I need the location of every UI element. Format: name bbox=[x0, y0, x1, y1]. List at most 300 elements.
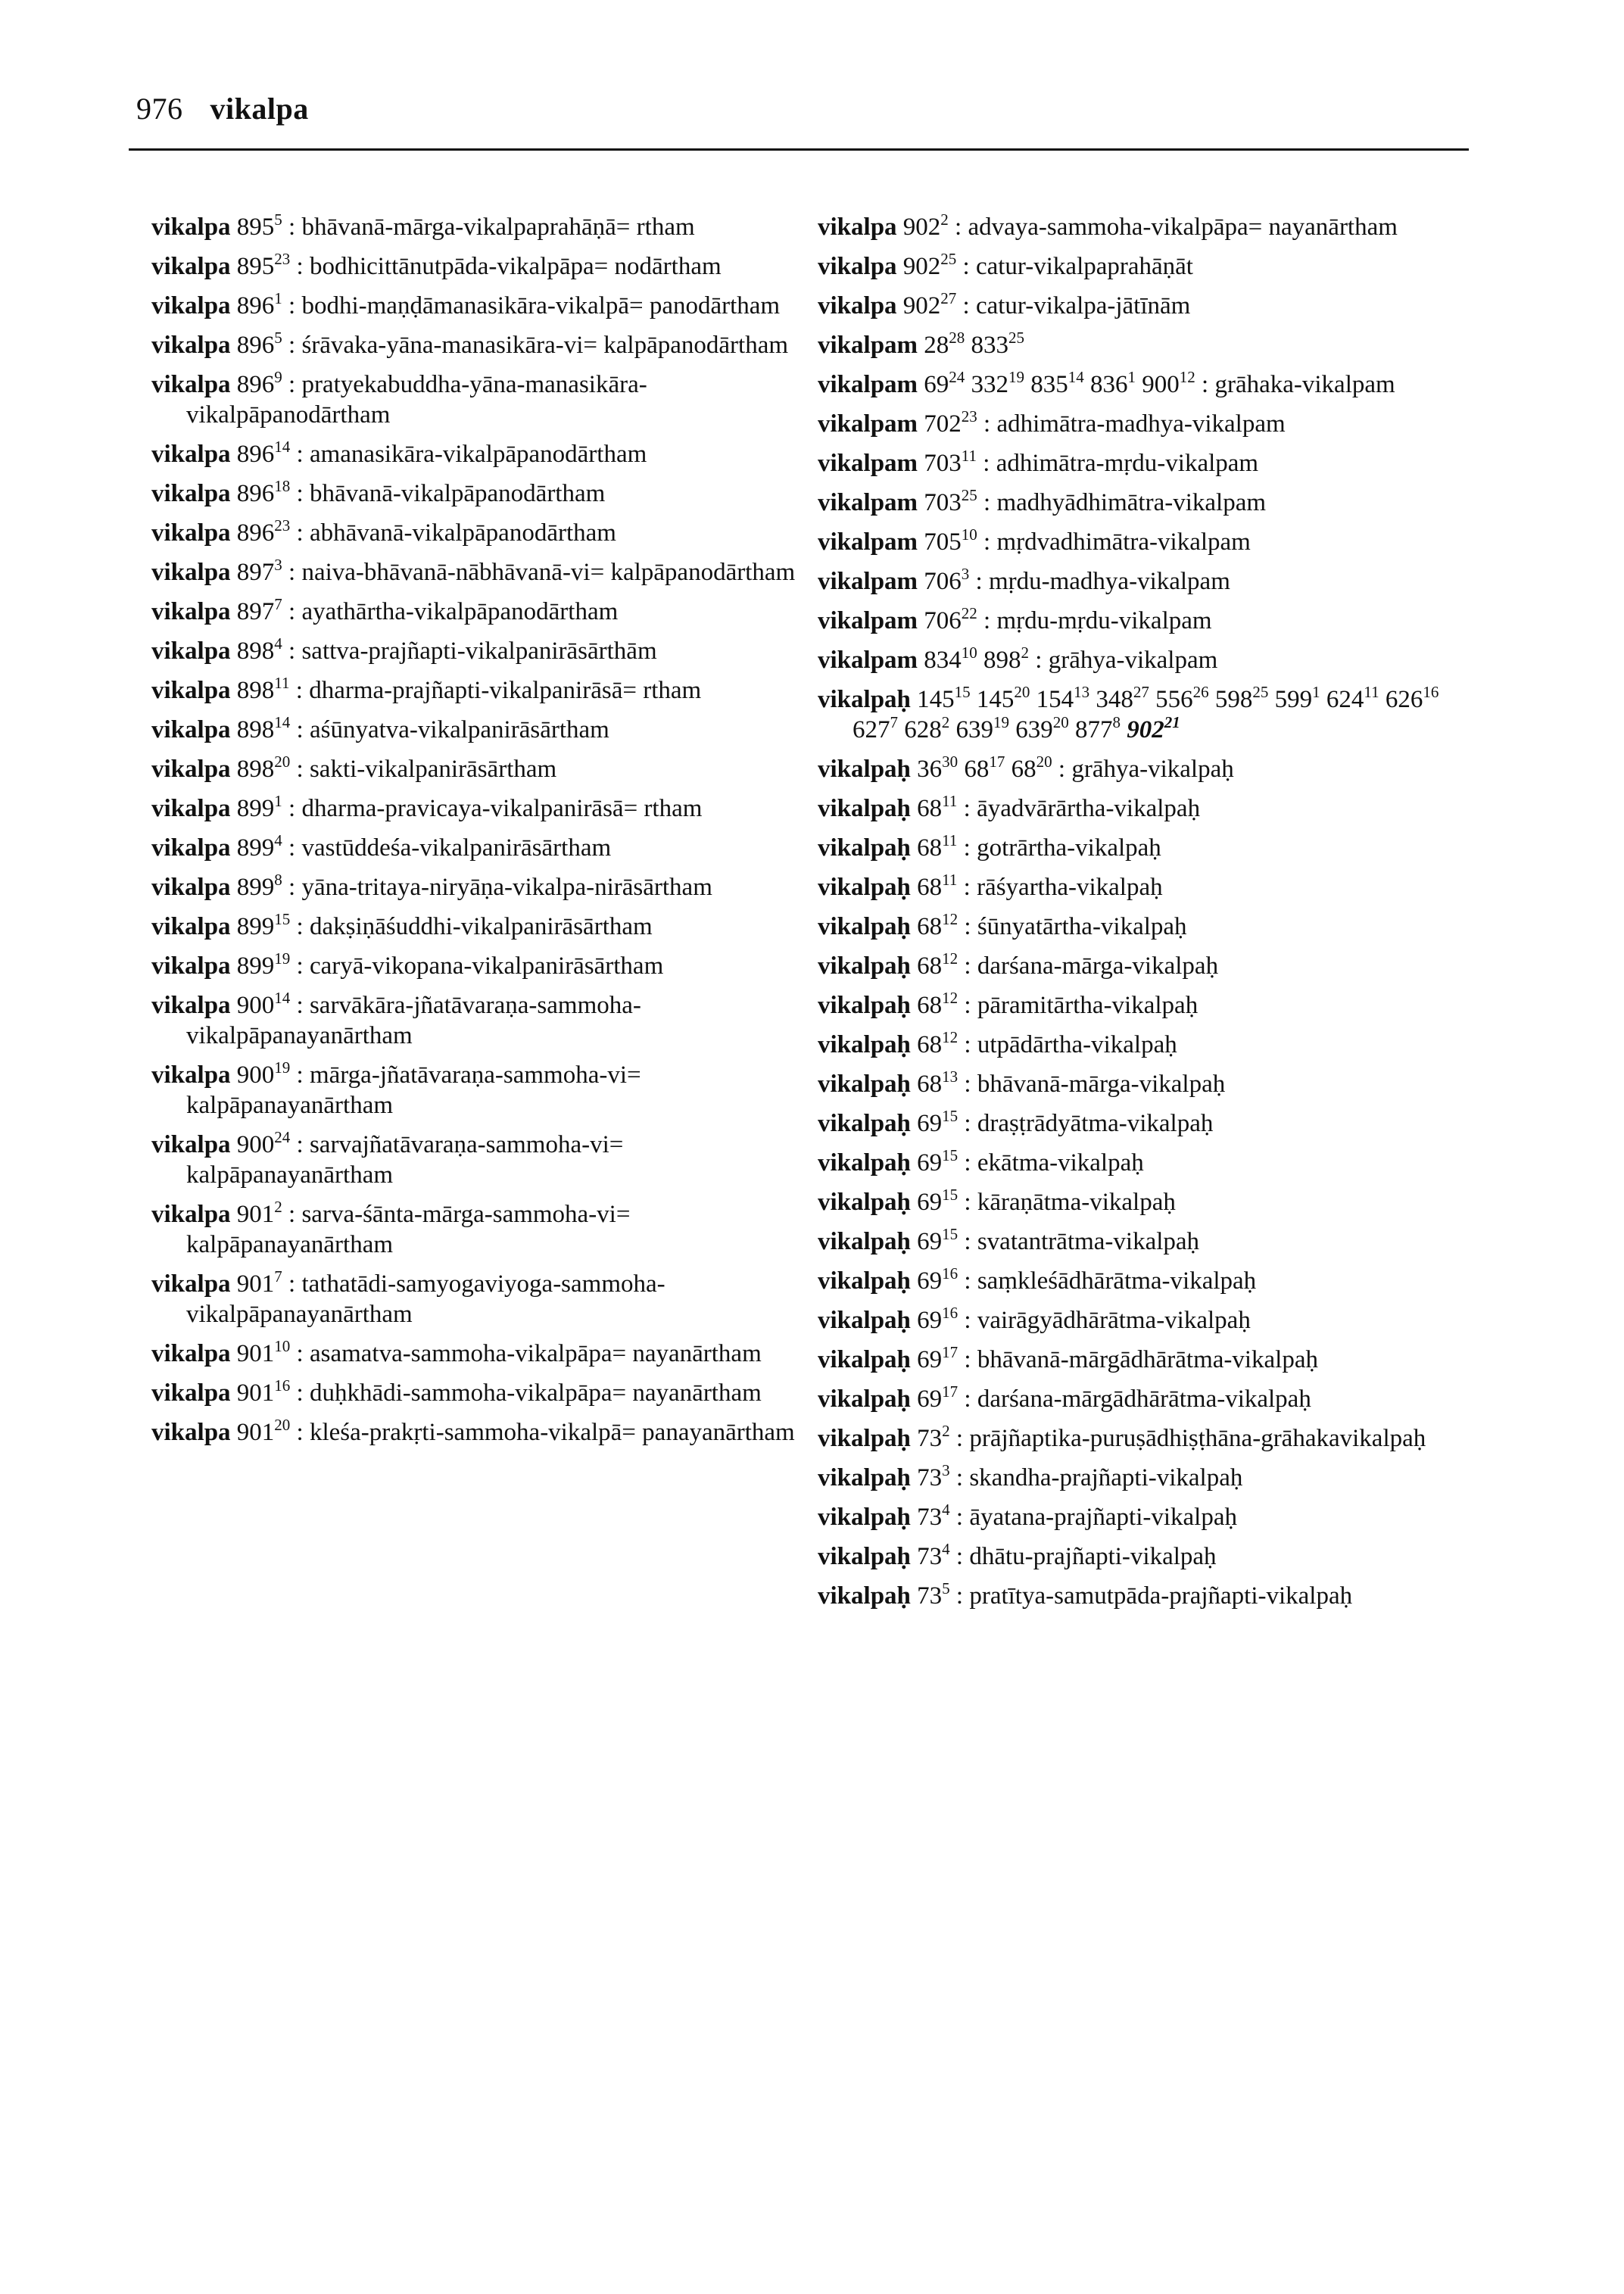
entry-headword: vikalpaḥ bbox=[818, 1307, 911, 1334]
index-entry: vikalpaḥ $69^{17}$ : darśana-mārgādhārātma-vikalpaḥ bbox=[818, 1382, 1311, 1413]
page-reference bbox=[236, 1337, 291, 1367]
entry-headword: vikalpam bbox=[818, 332, 918, 359]
ref-page: 897 bbox=[236, 559, 275, 586]
page-reference bbox=[236, 949, 291, 980]
entry-headword: vikalpam bbox=[818, 647, 918, 674]
entry-compound: prājñaptika-puruṣādhiṣṭhāna-grāhakavikalpaḥ bbox=[969, 1425, 1426, 1452]
index-entry: vikalpa $899^1$ : dharma-pravicaya-vikalpanirāsā= rtham bbox=[151, 792, 703, 822]
ref-page: 598 bbox=[1214, 686, 1253, 713]
ref-page: 73 bbox=[917, 1464, 943, 1491]
ref-page: 899 bbox=[236, 874, 275, 901]
page-reference bbox=[236, 329, 282, 359]
index-entry: vikalpam $69^{24}$ $332^{19}$ $835^{14}$ $836^1$ $900^{12}$ : grāhaka-vikalpam bbox=[818, 368, 1395, 398]
ref-page: 899 bbox=[236, 952, 275, 980]
entry-compound: kāraṇātma-vikalpaḥ bbox=[977, 1189, 1176, 1216]
page-reference bbox=[1096, 683, 1149, 713]
entry-compound: āyadvārārtha-vikalpaḥ bbox=[977, 795, 1201, 822]
entry-headword: vikalpam bbox=[818, 528, 918, 556]
entry-compound: saṃkleśādhārātma-vikalpaḥ bbox=[977, 1267, 1257, 1295]
ref-line: 8 bbox=[1112, 713, 1121, 731]
page-reference bbox=[976, 683, 1030, 713]
ref-page: 896 bbox=[236, 332, 275, 359]
entry-compound: adhimātra-mṛdu-vikalpam bbox=[996, 450, 1259, 477]
ref-page: 73 bbox=[917, 1425, 943, 1452]
page-reference bbox=[924, 644, 977, 674]
page-reference bbox=[236, 753, 291, 783]
index-entry: vikalpa $896^5$ : śrāvaka-yāna-manasikāra-vi= kalpāpanodārtham bbox=[151, 329, 789, 359]
entry-headword: vikalpam bbox=[818, 450, 918, 477]
index-entry: vikalpa $901^{10}$ : asamatva-sammoha-vikalpāpa= nayanārtham bbox=[151, 1337, 762, 1367]
ref-line: 18 bbox=[274, 477, 291, 495]
ref-page: 36 bbox=[917, 756, 943, 783]
entry-headword: vikalpa bbox=[151, 1061, 231, 1089]
entry-compound: gotrārtha-vikalpaḥ bbox=[977, 834, 1161, 862]
entry-compound: draṣṭrādyātma-vikalpaḥ bbox=[977, 1110, 1214, 1137]
ref-page: 901 bbox=[236, 1419, 275, 1446]
index-entry: vikalpa $902^2$ : advaya-sammoha-vikalpāpa= nayanārtham bbox=[818, 210, 1398, 241]
ref-line: 5 bbox=[942, 1579, 950, 1597]
page-reference bbox=[236, 250, 291, 280]
ref-line: 10 bbox=[961, 525, 977, 544]
entry-compound: mṛdu-madhya-vikalpam bbox=[988, 568, 1230, 595]
ref-page: 899 bbox=[236, 913, 275, 940]
ref-page: 706 bbox=[924, 568, 962, 595]
page-reference bbox=[917, 753, 959, 783]
entry-compound: dhātu-prajñapti-vikalpaḥ bbox=[969, 1543, 1217, 1570]
ref-page: 145 bbox=[917, 686, 955, 713]
ref-line: 11 bbox=[274, 674, 290, 692]
entry-headword: vikalpaḥ bbox=[818, 1110, 911, 1137]
index-entry: vikalpaḥ $69^{17}$ : bhāvanā-mārgādhārātma-vikalpaḥ bbox=[818, 1343, 1319, 1373]
entry-headword: vikalpaḥ bbox=[818, 795, 911, 822]
entry-compound: catur-vikalpa-jātīnām bbox=[975, 292, 1191, 319]
page-reference bbox=[924, 329, 965, 359]
ref-page: 703 bbox=[924, 489, 962, 516]
ref-line: 19 bbox=[1008, 368, 1025, 386]
ref-line: 20 bbox=[274, 1416, 291, 1434]
ref-page: 899 bbox=[236, 834, 275, 862]
entry-headword: vikalpam bbox=[818, 568, 918, 595]
ref-page: 898 bbox=[236, 756, 275, 783]
page-reference bbox=[236, 1128, 291, 1158]
entry-compound: catur-vikalpaprahāṇāt bbox=[975, 253, 1193, 280]
index-entry: vikalpa $896^9$ : pratyekabuddha-yāna-manasikāra-vikalpāpanodārtham bbox=[151, 368, 647, 429]
index-entry: vikalpaḥ $68^{12}$ : utpādārtha-vikalpaḥ bbox=[818, 1028, 1177, 1058]
ref-line: 14 bbox=[274, 989, 291, 1007]
page-reference bbox=[236, 556, 282, 586]
ref-page: 73 bbox=[917, 1504, 943, 1531]
entry-compound: āyatana-prajñapti-vikalpaḥ bbox=[969, 1504, 1237, 1531]
page-reference bbox=[917, 1540, 950, 1570]
page-reference bbox=[1015, 713, 1069, 743]
entry-headword: vikalpa bbox=[151, 253, 231, 280]
ref-line: 17 bbox=[989, 753, 1005, 771]
entry-headword: vikalpaḥ bbox=[818, 1267, 911, 1295]
index-entry: vikalpa $898^{14}$ : aśūnyatva-vikalpanirāsārtham bbox=[151, 713, 609, 743]
ref-line: 26 bbox=[1192, 683, 1209, 701]
entry-headword: vikalpa bbox=[151, 332, 231, 359]
index-entry: vikalpaḥ $73^4$ : dhātu-prajñapti-vikalpaḥ bbox=[818, 1540, 1217, 1570]
ref-page: 69 bbox=[917, 1228, 943, 1255]
ref-page: 599 bbox=[1274, 686, 1313, 713]
ref-line: 19 bbox=[274, 1058, 291, 1077]
ref-line: 15 bbox=[942, 1225, 959, 1243]
index-entry: vikalpa $896^1$ : bodhi-maṇḍāmanasikāra-vikalpā= panodārtham bbox=[151, 289, 781, 319]
ref-page: 69 bbox=[917, 1346, 943, 1373]
entry-headword: vikalpa bbox=[151, 1201, 231, 1228]
entry-compound: rāśyartha-vikalpaḥ bbox=[977, 874, 1163, 901]
ref-page: 901 bbox=[236, 1270, 275, 1298]
entry-compound: naiva-bhāvanā-nābhāvanā-vi= kalpāpanodārtham bbox=[301, 559, 796, 586]
ref-page: 68 bbox=[917, 952, 943, 980]
entry-headword: vikalpa bbox=[151, 598, 231, 625]
ref-page: 68 bbox=[964, 756, 990, 783]
entry-compound: advaya-sammoha-vikalpāpa= nayanārtham bbox=[968, 214, 1398, 241]
entry-compound: madhyādhimātra-vikalpam bbox=[996, 489, 1267, 516]
ref-page: 628 bbox=[904, 716, 942, 743]
ref-line: 25 bbox=[961, 486, 977, 504]
page-reference bbox=[917, 1225, 959, 1255]
page-reference bbox=[955, 713, 1010, 743]
ref-line: 11 bbox=[942, 871, 958, 889]
entry-compound: ekātma-vikalpaḥ bbox=[977, 1149, 1144, 1177]
ref-line: 8 bbox=[274, 871, 282, 889]
ref-line: 4 bbox=[274, 831, 282, 849]
page-reference bbox=[1036, 683, 1090, 713]
entry-compound: aśūnyatva-vikalpanirāsārtham bbox=[309, 716, 609, 743]
page-reference bbox=[1127, 713, 1180, 743]
entry-compound: sakti-vikalpanirāsārtham bbox=[309, 756, 557, 783]
ref-line: 15 bbox=[942, 1186, 959, 1204]
ref-line: 10 bbox=[274, 1337, 291, 1355]
page-number: 976 bbox=[136, 92, 183, 126]
ref-page: 901 bbox=[236, 1379, 275, 1407]
entry-compound: adhimātra-madhya-vikalpam bbox=[996, 410, 1286, 438]
ref-line: 15 bbox=[942, 1107, 959, 1125]
ref-line: 1 bbox=[1312, 683, 1320, 701]
index-entry bbox=[818, 684, 1469, 745]
index-entry: vikalpa $900^{14}$ : sarvākāra-jñatāvaraṇa-sammoha-vikalpāpanayanārtham bbox=[151, 989, 641, 1049]
entry-headword: vikalpa bbox=[151, 834, 231, 862]
index-entry: vikalpaḥ $73^5$ : pratītya-samutpāda-prajñapti-vikalpaḥ bbox=[818, 1579, 1353, 1610]
page-reference bbox=[236, 831, 282, 862]
entry-compound: śūnyatārtha-vikalpaḥ bbox=[977, 913, 1187, 940]
page-reference bbox=[236, 792, 282, 822]
page-reference bbox=[1075, 713, 1121, 743]
entry-compound: bodhi-maṇḍāmanasikāra-vikalpā= panodārtham bbox=[301, 292, 781, 319]
ref-line: 1 bbox=[274, 289, 282, 307]
index-entry: vikalpaḥ $68^{11}$ : gotrārtha-vikalpaḥ bbox=[818, 831, 1161, 862]
entry-compound: vairāgyādhārātma-vikalpaḥ bbox=[977, 1307, 1251, 1334]
page-reference bbox=[1030, 368, 1084, 398]
entry-compound: grāhaka-vikalpam bbox=[1214, 371, 1395, 398]
page-reference bbox=[236, 289, 282, 319]
ref-line: 14 bbox=[274, 713, 291, 731]
ref-line: 25 bbox=[940, 250, 957, 268]
index-entry: vikalpa $902^{25}$ : catur-vikalpaprahāṇāt bbox=[818, 250, 1193, 280]
ref-line: 24 bbox=[274, 1128, 291, 1146]
index-entry: vikalpa $902^{27}$ : catur-vikalpa-jātīnām bbox=[818, 289, 1191, 319]
ref-page: 68 bbox=[917, 1071, 943, 1098]
index-entry: vikalpaḥ $68^{12}$ : śūnyatārtha-vikalpaḥ bbox=[818, 910, 1187, 940]
ref-page: 898 bbox=[983, 647, 1021, 674]
entry-compound: ayathārtha-vikalpāpanodārtham bbox=[301, 598, 619, 625]
entry-compound: sarvajñatāvaraṇa-sammoha-vi= kalpāpanayanārtham bbox=[186, 1131, 624, 1189]
page-reference bbox=[917, 1422, 950, 1452]
ref-line: 16 bbox=[1423, 683, 1439, 701]
entry-headword: vikalpam bbox=[818, 607, 918, 634]
entry-headword: vikalpa bbox=[151, 441, 231, 468]
entry-compound: kleśa-prakṛti-sammoha-vikalpā= panayanārtham bbox=[309, 1419, 795, 1446]
page-reference bbox=[917, 949, 959, 980]
page-reference bbox=[917, 1186, 959, 1216]
ref-page: 69 bbox=[917, 1189, 943, 1216]
ref-line: 7 bbox=[274, 1267, 282, 1286]
ref-line: 21 bbox=[1164, 713, 1180, 731]
index-entry: vikalpaḥ $69^{15}$ : ekātma-vikalpaḥ bbox=[818, 1146, 1144, 1177]
ref-page: 556 bbox=[1155, 686, 1193, 713]
entry-headword: vikalpaḥ bbox=[818, 1228, 911, 1255]
page-reference bbox=[236, 1267, 282, 1298]
ref-page: 898 bbox=[236, 716, 275, 743]
ref-page: 68 bbox=[917, 913, 943, 940]
entry-compound: caryā-vikopana-vikalpanirāsārtham bbox=[309, 952, 664, 980]
entry-compound: śrāvaka-yāna-manasikāra-vi= kalpāpanodārtham bbox=[301, 332, 789, 359]
ref-page: 69 bbox=[917, 1307, 943, 1334]
page-reference bbox=[917, 1461, 950, 1491]
index-entry: vikalpa $896^{18}$ : bhāvanā-vikalpāpanodārtham bbox=[151, 477, 606, 507]
ref-page: 902 bbox=[902, 253, 941, 280]
ref-line: 16 bbox=[274, 1376, 291, 1395]
ref-line: 16 bbox=[942, 1304, 959, 1322]
ref-page: 895 bbox=[236, 253, 275, 280]
ref-page: 69 bbox=[917, 1385, 943, 1413]
page-reference bbox=[917, 1028, 959, 1058]
ref-page: 896 bbox=[236, 519, 275, 547]
entry-compound: dharma-pravicaya-vikalpanirāsā= rtham bbox=[301, 795, 703, 822]
index-entry: vikalpa $900^{19}$ : mārga-jñatāvaraṇa-sammoha-vi= kalpāpanayanārtham bbox=[151, 1058, 641, 1119]
ref-line: 14 bbox=[274, 438, 291, 456]
entry-headword: vikalpaḥ bbox=[818, 1464, 911, 1491]
ref-line: 24 bbox=[949, 368, 965, 386]
index-entry: vikalpa $896^{23}$ : abhāvanā-vikalpāpanodārtham bbox=[151, 516, 616, 547]
page-reference bbox=[924, 604, 977, 634]
page-reference bbox=[983, 644, 1030, 674]
entry-headword: vikalpaḥ bbox=[818, 1031, 911, 1058]
page-reference bbox=[917, 1068, 959, 1098]
page-reference bbox=[964, 753, 1005, 783]
entry-headword: vikalpaḥ bbox=[818, 1149, 911, 1177]
ref-page: 895 bbox=[236, 214, 275, 241]
entry-headword: vikalpa bbox=[151, 1131, 231, 1158]
ref-line: 12 bbox=[942, 910, 959, 928]
entry-headword: vikalpa bbox=[151, 716, 231, 743]
ref-page: 896 bbox=[236, 371, 275, 398]
entry-compound: skandha-prajñapti-vikalpaḥ bbox=[969, 1464, 1243, 1491]
ref-page: 897 bbox=[236, 598, 275, 625]
ref-line: 12 bbox=[1179, 368, 1195, 386]
ref-page: 28 bbox=[924, 332, 949, 359]
entry-compound: mṛdvadhimātra-vikalpam bbox=[996, 528, 1251, 556]
entry-compound: mṛdu-mṛdu-vikalpam bbox=[996, 607, 1212, 634]
entry-compound: bhāvanā-mārgādhārātma-vikalpaḥ bbox=[977, 1346, 1319, 1373]
ref-page: 332 bbox=[971, 371, 1009, 398]
ref-line: 1 bbox=[274, 792, 282, 810]
ref-line: 19 bbox=[274, 949, 291, 968]
page-reference bbox=[971, 368, 1025, 398]
ref-line: 20 bbox=[1052, 713, 1069, 731]
index-entry: vikalpaḥ $36^{30}$ $68^{17}$ $68^{20}$ : grāhya-vikalpaḥ bbox=[818, 753, 1234, 783]
ref-line: 10 bbox=[961, 644, 977, 662]
index-entry: vikalpa $899^{19}$ : caryā-vikopana-vikalpanirāsārtham bbox=[151, 949, 664, 980]
entry-headword: vikalpaḥ bbox=[818, 952, 911, 980]
ref-page: 69 bbox=[917, 1149, 943, 1177]
page-reference bbox=[917, 792, 958, 822]
ref-page: 69 bbox=[924, 371, 949, 398]
ref-line: 2 bbox=[942, 1422, 950, 1440]
page-reference bbox=[236, 713, 291, 743]
entry-compound: sarva-śānta-mārga-sammoha-vi= kalpāpanayanārtham bbox=[186, 1201, 631, 1258]
ref-page: 896 bbox=[236, 480, 275, 507]
ref-line: 11 bbox=[942, 792, 958, 810]
page-reference bbox=[917, 683, 971, 713]
page-reference bbox=[236, 1198, 282, 1228]
index-entry: vikalpaḥ $68^{11}$ : rāśyartha-vikalpaḥ bbox=[818, 871, 1163, 901]
entry-headword: vikalpa bbox=[151, 874, 231, 901]
ref-line: 23 bbox=[961, 407, 977, 425]
page-reference bbox=[902, 289, 957, 319]
ref-line: 3 bbox=[274, 556, 282, 574]
header-headword: vikalpa bbox=[210, 92, 309, 126]
page-reference bbox=[924, 565, 970, 595]
index-entry: vikalpa $899^8$ : yāna-tritaya-niryāṇa-vikalpa-nirāsārtham bbox=[151, 871, 712, 901]
entry-compound: darśana-mārgādhārātma-vikalpaḥ bbox=[977, 1385, 1311, 1413]
page-reference bbox=[917, 1579, 950, 1610]
index-entry: vikalpam $706^{22}$ : mṛdu-mṛdu-vikalpam bbox=[818, 604, 1212, 634]
page-reference bbox=[902, 250, 957, 280]
index-entry: vikalpa $898^4$ : sattva-prajñapti-vikalpanirāsārthām bbox=[151, 634, 657, 665]
ref-page: 835 bbox=[1030, 371, 1068, 398]
ref-line: 27 bbox=[1133, 683, 1149, 701]
ref-page: 901 bbox=[236, 1201, 275, 1228]
index-entry: vikalpa $898^{20}$ : sakti-vikalpanirāsārtham bbox=[151, 753, 557, 783]
ref-page: 900 bbox=[236, 1131, 275, 1158]
ref-line: 4 bbox=[942, 1540, 950, 1558]
ref-line: 25 bbox=[1252, 683, 1269, 701]
page-reference bbox=[236, 368, 282, 398]
page-reference bbox=[236, 516, 291, 547]
ref-line: 12 bbox=[942, 989, 959, 1007]
ref-page: 898 bbox=[236, 637, 275, 665]
entry-compound: pāramitārtha-vikalpaḥ bbox=[977, 992, 1199, 1019]
page-reference bbox=[1090, 368, 1136, 398]
index-entry: vikalpa $896^{14}$ : amanasikāra-vikalpāpanodārtham bbox=[151, 438, 647, 468]
ref-page: 68 bbox=[917, 992, 943, 1019]
entry-headword: vikalpa bbox=[151, 1379, 231, 1407]
page-reference bbox=[924, 368, 965, 398]
ref-line: 16 bbox=[942, 1264, 959, 1283]
right-column bbox=[818, 212, 1469, 1620]
entry-headword: vikalpaḥ bbox=[818, 1543, 911, 1570]
ref-page: 702 bbox=[924, 410, 962, 438]
page-reference bbox=[236, 871, 282, 901]
page-reference bbox=[917, 989, 959, 1019]
ref-page: 900 bbox=[236, 992, 275, 1019]
ref-line: 15 bbox=[954, 683, 971, 701]
ref-page: 73 bbox=[917, 1582, 943, 1610]
entry-compound: abhāvanā-vikalpāpanodārtham bbox=[309, 519, 616, 547]
ref-page: 900 bbox=[236, 1061, 275, 1089]
index-entry: vikalpaḥ $68^{13}$ : bhāvanā-mārga-vikalpaḥ bbox=[818, 1068, 1226, 1098]
ref-page: 639 bbox=[1015, 716, 1053, 743]
page-reference bbox=[917, 1304, 959, 1334]
index-entry: vikalpa $901^{20}$ : kleśa-prakṛti-sammoha-vikalpā= panayanārtham bbox=[151, 1416, 795, 1446]
left-column bbox=[151, 212, 803, 1457]
ref-page: 834 bbox=[924, 647, 962, 674]
ref-line: 20 bbox=[1036, 753, 1052, 771]
ref-line: 11 bbox=[961, 447, 977, 465]
entry-headword: vikalpaḥ bbox=[818, 1346, 911, 1373]
ref-page: 73 bbox=[917, 1543, 943, 1570]
entry-compound: pratītya-samutpāda-prajñapti-vikalpaḥ bbox=[969, 1582, 1353, 1610]
entry-headword: vikalpa bbox=[151, 480, 231, 507]
ref-page: 703 bbox=[924, 450, 962, 477]
entry-headword: vikalpaḥ bbox=[818, 992, 911, 1019]
ref-line: 30 bbox=[942, 753, 959, 771]
index-entry: vikalpaḥ $69^{16}$ : saṃkleśādhārātma-vikalpaḥ bbox=[818, 1264, 1257, 1295]
entry-compound: grāhya-vikalpam bbox=[1048, 647, 1218, 674]
ref-line: 17 bbox=[942, 1343, 959, 1361]
page-reference bbox=[236, 595, 282, 625]
ref-page: 348 bbox=[1096, 686, 1133, 713]
entry-compound: darśana-mārga-vikalpaḥ bbox=[977, 952, 1219, 980]
ref-page: 68 bbox=[917, 834, 943, 862]
entry-compound: tathatādi-samyogaviyoga-sammoha-vikalpāpanayanārtham bbox=[186, 1270, 665, 1328]
entry-compound: yāna-tritaya-niryāṇa-vikalpa-nirāsārtham bbox=[301, 874, 712, 901]
entry-headword: vikalpa bbox=[151, 1340, 231, 1367]
page-reference bbox=[917, 871, 958, 901]
page-reference bbox=[917, 1107, 959, 1137]
entry-headword: vikalpaḥ bbox=[818, 874, 911, 901]
ref-page: 902 bbox=[1127, 716, 1164, 743]
index-entry: vikalpaḥ $69^{16}$ : vairāgyādhārātma-vikalpaḥ bbox=[818, 1304, 1251, 1334]
ref-page: 69 bbox=[917, 1110, 943, 1137]
ref-page: 705 bbox=[924, 528, 962, 556]
entry-headword: vikalpa bbox=[151, 1419, 231, 1446]
index-entry: vikalpam $705^{10}$ : mṛdvadhimātra-vikalpam bbox=[818, 525, 1251, 556]
ref-page: 836 bbox=[1090, 371, 1128, 398]
entry-compound: dakṣiṇāśuddhi-vikalpanirāsārtham bbox=[309, 913, 653, 940]
ref-line: 17 bbox=[942, 1382, 959, 1401]
index-entry: vikalpa $897^7$ : ayathārtha-vikalpāpanodārtham bbox=[151, 595, 619, 625]
ref-line: 23 bbox=[274, 250, 291, 268]
page-reference bbox=[904, 713, 950, 743]
ref-line: 9 bbox=[274, 368, 282, 386]
page-reference bbox=[924, 407, 977, 438]
page-reference bbox=[236, 989, 291, 1019]
page-reference bbox=[917, 1343, 959, 1373]
entry-headword: vikalpa bbox=[151, 795, 231, 822]
ref-page: 896 bbox=[236, 292, 275, 319]
index-entry: vikalpaḥ $68^{12}$ : pāramitārtha-vikalpaḥ bbox=[818, 989, 1199, 1019]
entry-compound: bodhicittānutpāda-vikalpāpa= nodārtham bbox=[309, 253, 722, 280]
ref-line: 1 bbox=[1127, 368, 1136, 386]
ref-page: 639 bbox=[955, 716, 993, 743]
entry-compound: bhāvanā-vikalpāpanodārtham bbox=[309, 480, 606, 507]
page-reference bbox=[1385, 683, 1439, 713]
entry-compound: asamatva-sammoha-vikalpāpa= nayanārtham bbox=[309, 1340, 762, 1367]
ref-line: 14 bbox=[1068, 368, 1084, 386]
